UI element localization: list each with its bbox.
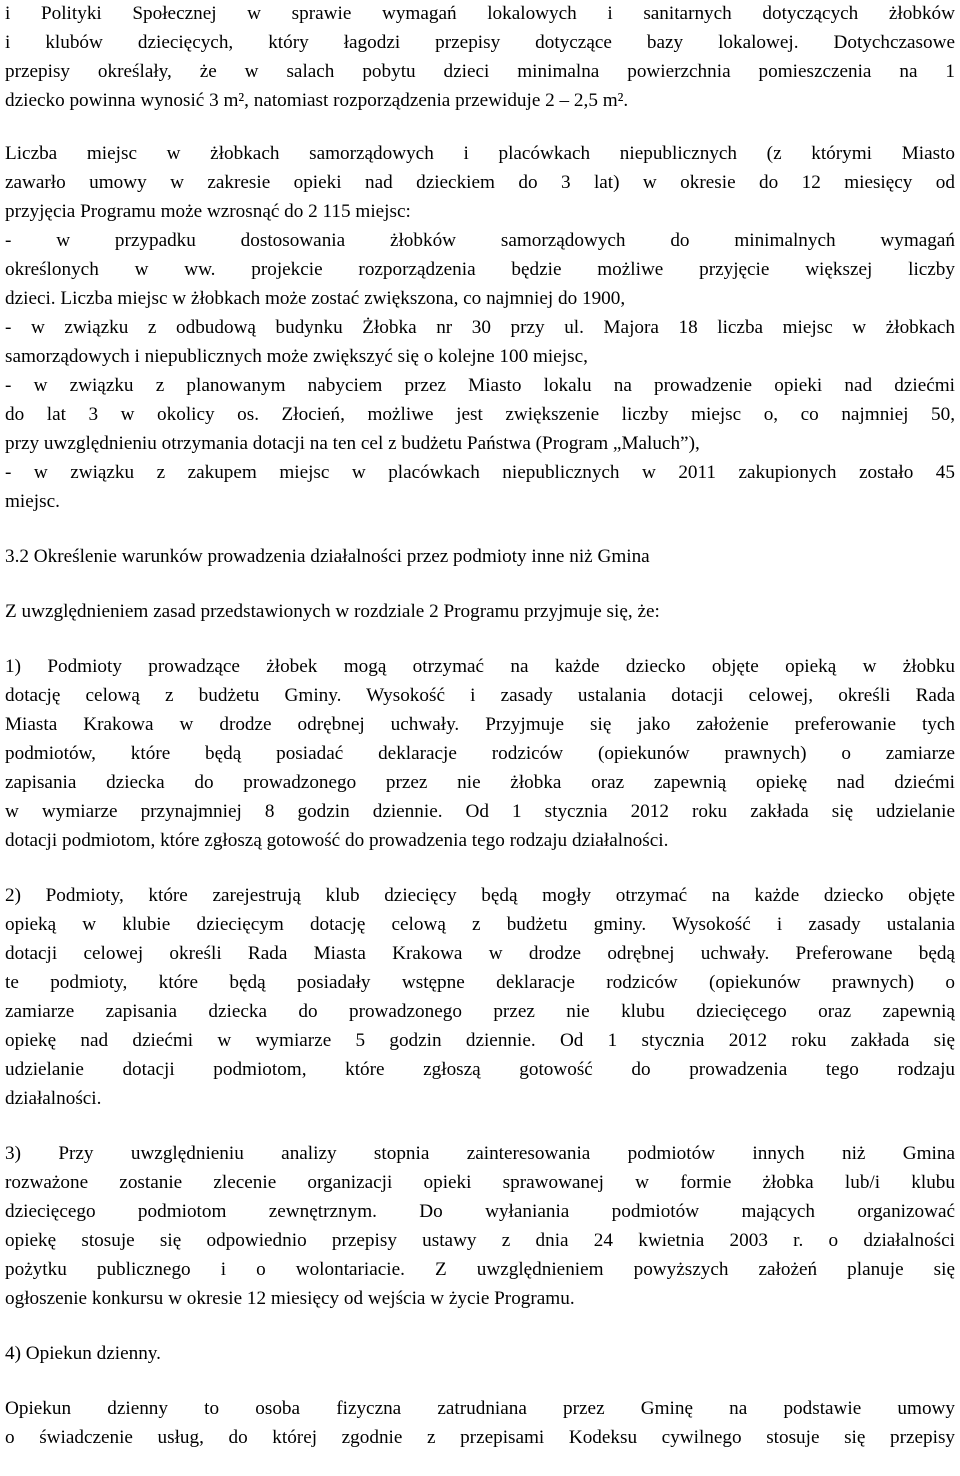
text-line: dotację celową z budżetu Gminy. Wysokość i zasady ustalania dotacji celowej, określi Rada xyxy=(5,685,955,706)
section-title: 3.2 Określenie warunków prowadzenia działalności przez podmioty inne niż Gmina xyxy=(5,546,650,567)
section-heading xyxy=(5,542,955,571)
text-line: - w przypadku dostosowania żłobków samorządowych do minimalnych wymagań xyxy=(5,230,955,251)
text-line: Opiekun dzienny to osoba fizyczna zatrudniana przez Gminę na podstawie umowy xyxy=(5,1398,955,1419)
paragraph-liczba-miejsc xyxy=(5,139,955,516)
list-item-3 xyxy=(5,1139,955,1313)
paragraph-intro xyxy=(5,0,955,115)
text-line: te podmioty, które będą posiadały wstępne deklaracje rodziców (opiekunów prawnych) o xyxy=(5,972,955,993)
text-line: 1) Podmioty prowadzące żłobek mogą otrzymać na każde dziecko objęte opieką w żłobku xyxy=(5,656,955,677)
text-line: przyjęcia Programu może wzrosnąć do 2 115 miejsc: xyxy=(5,201,411,222)
text-line: w wymiarze przynajmniej 8 godzin dziennie. Od 1 stycznia 2012 roku zakłada się udzielanie xyxy=(5,801,955,822)
text-line: opiekę nad dziećmi w wymiarze 5 godzin dziennie. Od 1 stycznia 2012 roku zakłada się xyxy=(5,1030,955,1051)
text-line: 3) Przy uwzględnieniu analizy stopnia zainteresowania podmiotów innych niż Gmina xyxy=(5,1143,955,1164)
paragraph-zasady xyxy=(5,597,955,626)
list-item-1 xyxy=(5,652,955,855)
text-line: Liczba miejsc w żłobkach samorządowych i placówkach niepublicznych (z którymi Miasto xyxy=(5,143,955,164)
text-line: przy uwzględnieniu otrzymania dotacji na ten cel z budżetu Państwa (Program „Maluch”), xyxy=(5,433,700,454)
text-line: udzielanie dotacji podmiotom, które zgłoszą gotowość do prowadzenia tego rodzaju xyxy=(5,1059,955,1080)
text-line: dzieci. Liczba miejsc w żłobkach może zostać zwiększona, co najmniej do 1900, xyxy=(5,288,626,309)
text-line: dziecko powinna wynosić 3 m², natomiast rozporządzenia przewiduje 2 – 2,5 m². xyxy=(5,90,629,111)
text-line: działalności. xyxy=(5,1088,102,1109)
list-item-4 xyxy=(5,1339,955,1368)
text-line: - w związku z zakupem miejsc w placówkach niepublicznych w 2011 zakupionych zostało 45 xyxy=(5,462,955,483)
text-line: Miasta Krakowa w drodze odrębnej uchwały. Przyjmuje się jako założenie preferowanie tych xyxy=(5,714,955,735)
text-line: podmiotów, które będą posiadać deklaracje rodziców (opiekunów prawnych) o zamiarze xyxy=(5,743,955,764)
text-line: pożytku publicznego i o wolontariacie. Z uwzględnieniem powyższych założeń planuje się xyxy=(5,1259,955,1280)
text-line: określonych w ww. projekcie rozporządzenia będzie możliwe przyjęcie większej liczby xyxy=(5,259,955,280)
list-item-2 xyxy=(5,881,955,1113)
text-line: zamiarze zapisania dziecka do prowadzonego przez nie klubu dziecięcego oraz zapewnią xyxy=(5,1001,955,1022)
text-line: Z uwzględnieniem zasad przedstawionych w rozdziale 2 Programu przyjmuje się, że: xyxy=(5,601,660,622)
text-line: 2) Podmioty, które zarejestrują klub dziecięcy będą mogły otrzymać na każde dziecko objęte xyxy=(5,885,955,906)
text-line: samorządowych i niepublicznych może zwiększyć się o kolejne 100 miejsc, xyxy=(5,346,588,367)
text-line: i Polityki Społecznej w sprawie wymagań lokalowych i sanitarnych dotyczących żłobków xyxy=(5,3,955,24)
paragraph-opiekun xyxy=(5,1394,955,1452)
text-line: dotacji podmiotom, które zgłoszą gotowość do prowadzenia tego rodzaju działalności. xyxy=(5,830,669,851)
text-line: zapisania dziecka do prowadzonego przez nie żłobka oraz zapewnią opiekę nad dziećmi xyxy=(5,772,955,793)
text-line: o świadczenie usług, do której zgodnie z przepisami Kodeksu cywilnego stosuje się przepisy xyxy=(5,1427,955,1448)
text-line: - w związku z planowanym nabyciem przez Miasto lokalu na prowadzenie opieki nad dziećmi xyxy=(5,375,955,396)
text-line: do lat 3 w okolicy os. Złocień, możliwe jest zwiększenie liczby miejsc o, co najmniej 50, xyxy=(5,404,955,425)
document-page xyxy=(5,0,955,1452)
text-line: i klubów dziecięcych, który łagodzi przepisy dotyczące bazy lokalowej. Dotychczasowe xyxy=(5,32,955,53)
text-line: zawarło umowy w zakresie opieki nad dzieckiem do 3 lat) w okresie do 12 miesięcy od xyxy=(5,172,955,193)
text-line: rozważone zostanie zlecenie organizacji opieki sprawowanej w formie żłobka lub/i klubu xyxy=(5,1172,955,1193)
text-line: dotacji celowej określi Rada Miasta Krakowa w drodze odrębnej uchwały. Preferowane będą xyxy=(5,943,955,964)
text-line: miejsc. xyxy=(5,491,60,512)
text-line: ogłoszenie konkursu w okresie 12 miesięcy od wejścia w życie Programu. xyxy=(5,1288,575,1309)
text-line: przepisy określały, że w salach pobytu dzieci minimalna powierzchnia pomieszczenia na 1 xyxy=(5,61,955,82)
text-line: opieką w klubie dziecięcym dotację celową z budżetu gminy. Wysokość i zasady ustalania xyxy=(5,914,955,935)
text-line: dziecięcego podmiotom zewnętrznym. Do wyłaniania podmiotów mających organizować xyxy=(5,1201,955,1222)
text-line: 4) Opiekun dzienny. xyxy=(5,1343,161,1364)
text-line: - w związku z odbudową budynku Żłobka nr 30 przy ul. Majora 18 liczba miejsc w żłobkach xyxy=(5,317,955,338)
text-line: opiekę stosuje się odpowiednio przepisy ustawy z dnia 24 kwietnia 2003 r. o działalności xyxy=(5,1230,955,1251)
